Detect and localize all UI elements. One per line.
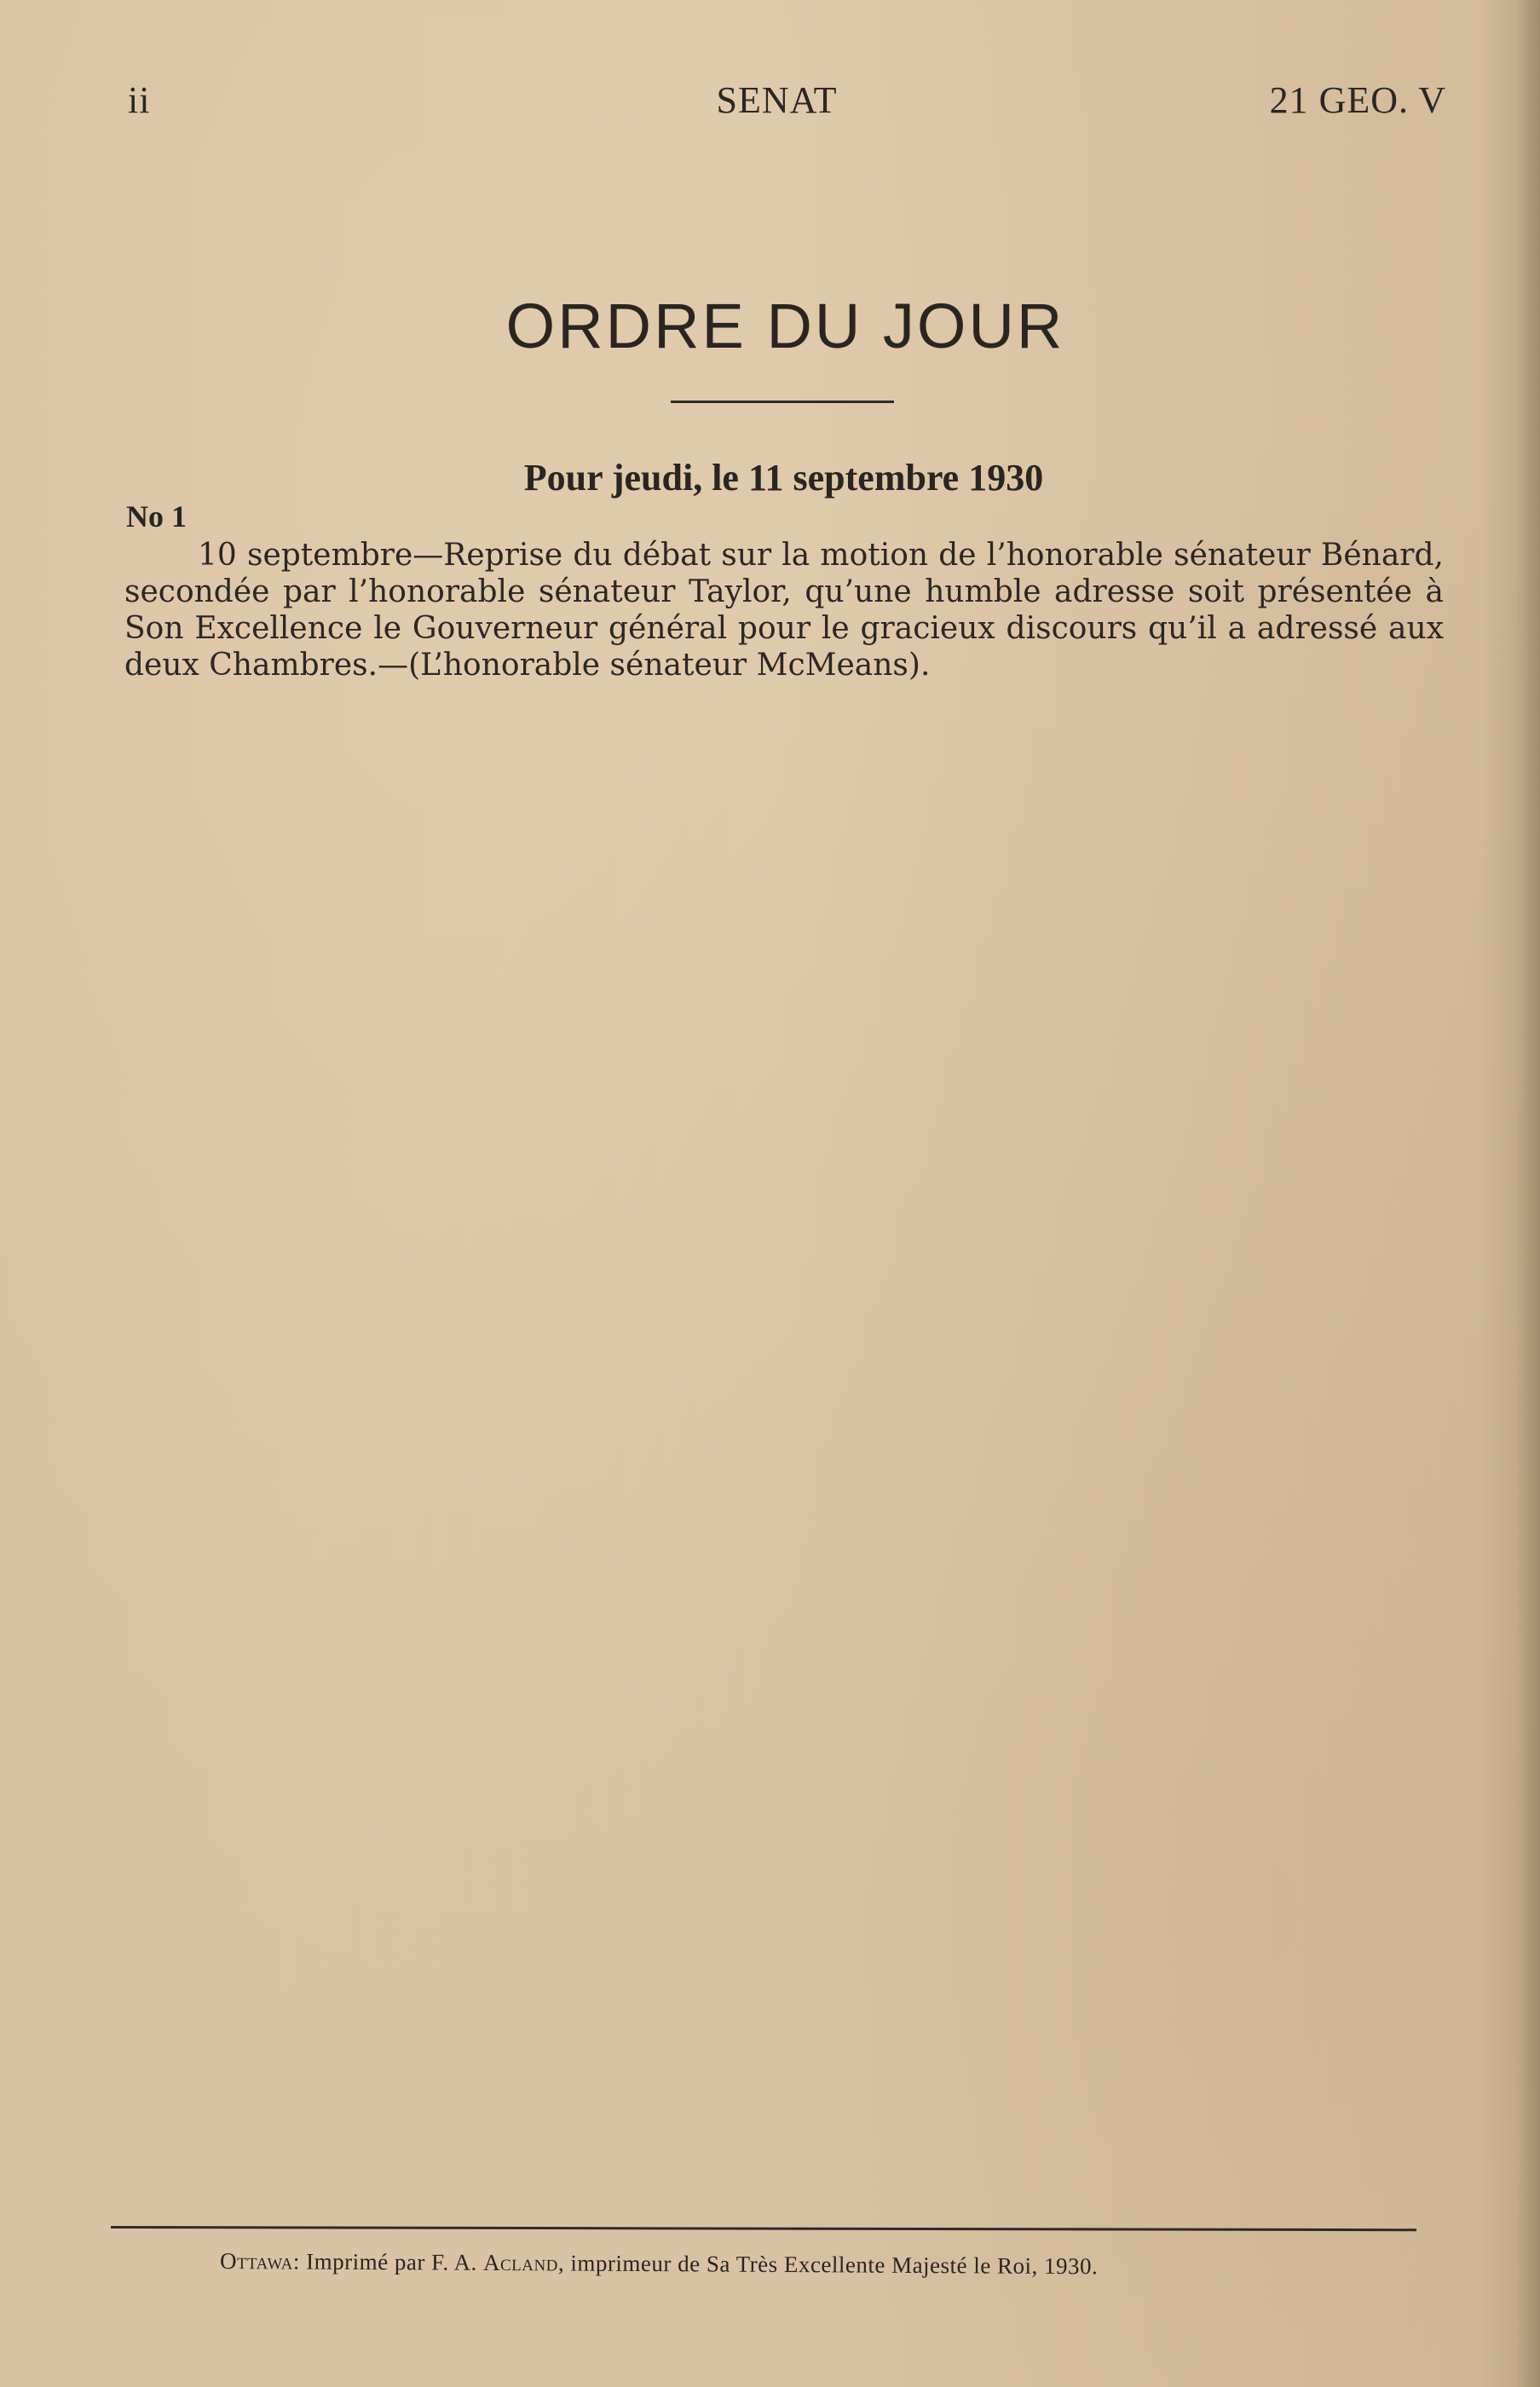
running-head-chamber: SENAT [716, 79, 838, 121]
agenda-item-number: No 1 [126, 499, 187, 533]
date-heading: Pour jeudi, le 11 septembre 1930 [523, 457, 1044, 499]
footer-divider [111, 2226, 1416, 2231]
imprint-printed-by: : Imprimé par F. A. [292, 2248, 484, 2275]
document-title: ORDRE DU JOUR [505, 291, 1065, 361]
imprint-printer: Acland [482, 2249, 559, 2276]
running-head-session: 21 GEO. V [1269, 79, 1446, 121]
imprint-place: Ottawa [219, 2248, 294, 2275]
agenda-item-text: 10 septembre—Reprise du débat sur la motion de l’honorable sénateur Bénard, secondée par l’honorable sénateur Taylor, qu’une humble adresse soit présentée à Son Excellence le Gouverneur général pour le gracieux discours qu’il a adressé aux deux Chambres.—(L’honorable sénateur McMeans). [124, 538, 1444, 683]
printer-imprint [220, 2248, 1311, 2281]
imprint-rest: , imprimeur de Sa Très Excellente Majesté le Roi, 1930. [557, 2250, 1099, 2280]
title-divider [671, 401, 894, 403]
page-number: ii [128, 79, 151, 121]
